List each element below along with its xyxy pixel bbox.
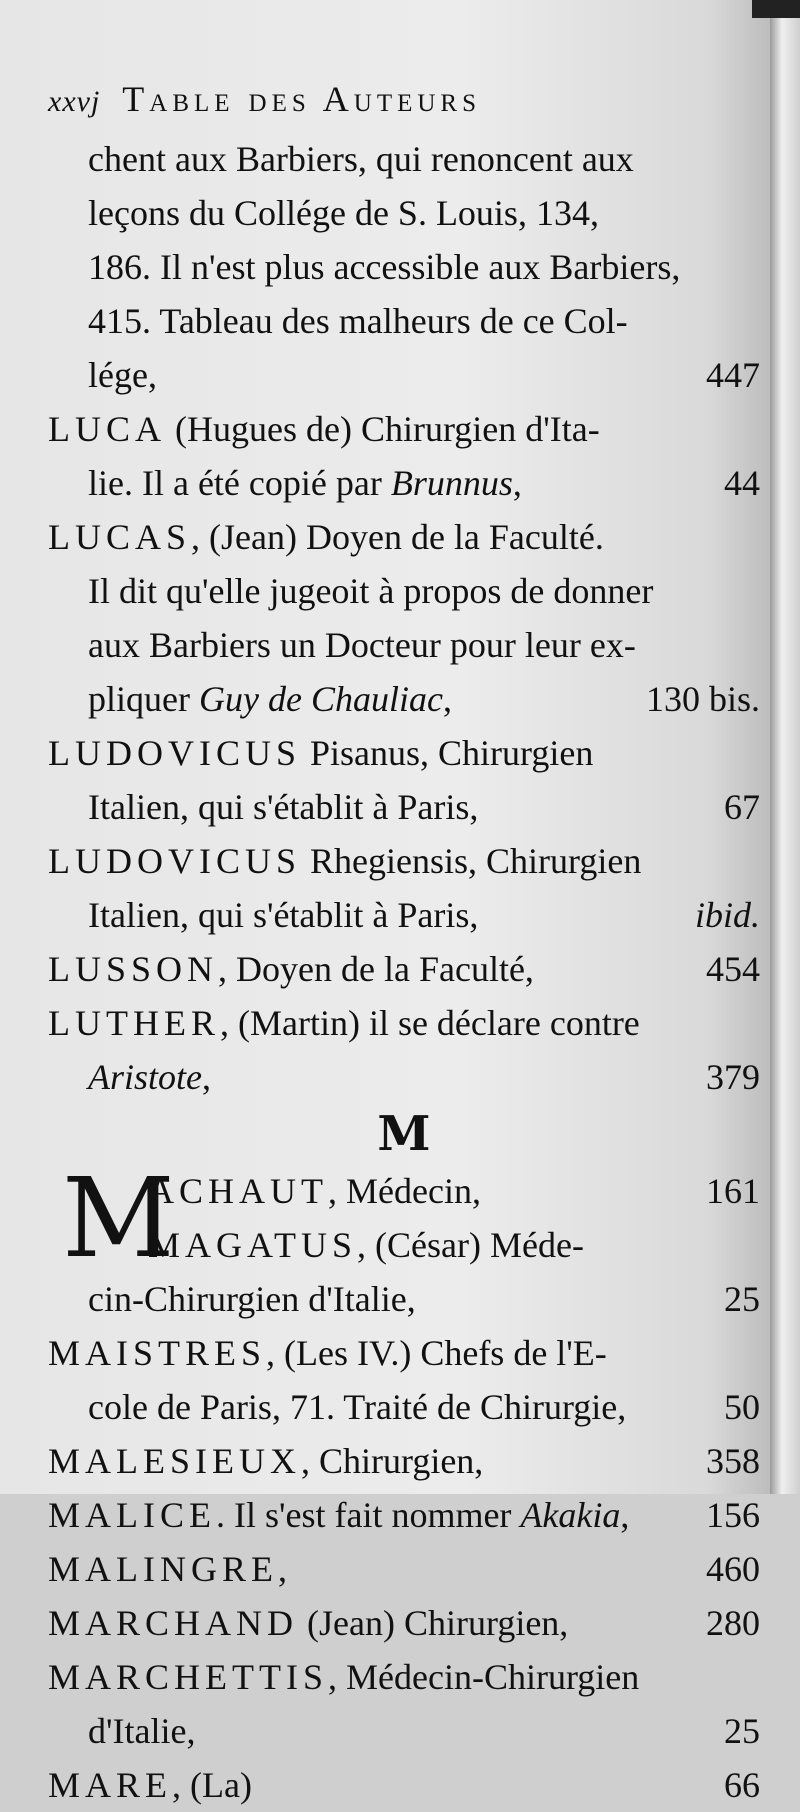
entry-page-number [750, 996, 760, 1050]
entry-text [48, 996, 640, 1050]
entry-line [48, 132, 760, 186]
entry-text [88, 1380, 626, 1434]
entry-body: Il dit qu'elle jugeoit à propos de donner [88, 571, 654, 611]
entry-text [88, 888, 478, 942]
index-entry [48, 510, 760, 726]
index-entry [48, 1650, 760, 1758]
entry-text [48, 510, 604, 564]
entry-text [48, 1434, 483, 1488]
entry-page-number: 379 [706, 1057, 760, 1097]
entry-page-number [750, 1650, 760, 1704]
entry-heading: MALICE [48, 1495, 216, 1535]
entry-line [48, 564, 760, 618]
entry-text [48, 942, 534, 996]
entry-body: , (Les IV.) Chefs de l'E- [266, 1333, 607, 1373]
entry-heading: LUDOVICUS [48, 841, 302, 881]
entry-page-number [750, 1218, 760, 1272]
entry-heading: LUTHER [48, 1003, 220, 1043]
entry-italic: Aristote [88, 1057, 202, 1097]
entry-punct: , [202, 1057, 211, 1097]
entry-text [148, 1164, 481, 1218]
entry-text [48, 1542, 287, 1596]
entry-text [88, 132, 634, 186]
entry-body: chent aux Barbiers, qui renoncent aux [88, 139, 634, 179]
entry-body: , Médecin-Chirurgien [328, 1657, 640, 1697]
entry-body: , Chirurgien, [300, 1441, 484, 1481]
entry-page-number: 156 [706, 1495, 760, 1535]
entry-body: Rhegiensis, Chirurgien [301, 841, 642, 881]
entry-heading: MARCHAND [48, 1603, 299, 1643]
section-letter: M [377, 1106, 431, 1162]
index-entry [48, 1434, 760, 1488]
entry-heading: LUDOVICUS [48, 733, 302, 773]
entry-body: d'Italie, [88, 1711, 196, 1751]
entry-heading: LUCA [48, 409, 166, 449]
entry-body: cin-Chirurgien d'Italie, [88, 1279, 416, 1319]
entry-text [88, 564, 653, 618]
entry-text [88, 1704, 195, 1758]
entry-page-number: 66 [724, 1765, 760, 1805]
entry-page-number: 454 [706, 949, 760, 989]
entry-text [88, 780, 478, 834]
entry-body: , Doyen de la Faculté, [218, 949, 534, 989]
entry-italic: Brunnus [390, 463, 513, 503]
entry-text [88, 294, 628, 348]
entry-page-number [750, 132, 760, 186]
entry-heading: ACHAUT [148, 1171, 328, 1211]
entry-italic: Guy de Chauliac [198, 679, 443, 719]
entry-page-number: 358 [706, 1441, 760, 1481]
entry-page-number [750, 186, 760, 240]
entry-text [88, 672, 452, 726]
page-title: Table des Auteurs [122, 79, 482, 119]
entries-after [48, 1272, 760, 1812]
entry-italic: Akakia [520, 1495, 621, 1535]
entry-line [48, 618, 760, 672]
entry-page-number [750, 618, 760, 672]
entry-line [48, 1650, 760, 1704]
entry-line [48, 456, 760, 510]
page-number: xxvj [48, 85, 101, 118]
entry-heading: MALESIEUX [48, 1441, 301, 1481]
entry-page-number [750, 1326, 760, 1380]
index-entry [48, 1488, 760, 1542]
entry-line [48, 1434, 760, 1488]
entry-page-number: 280 [706, 1603, 760, 1643]
entry-line [48, 1758, 760, 1812]
page-edge-shadow [752, 0, 800, 18]
entry-line [48, 186, 760, 240]
entry-body: leçons du Collége de S. Louis, 134, [88, 193, 599, 233]
entry-text [48, 1488, 629, 1542]
entry-text [48, 1758, 252, 1812]
entry-text [88, 240, 680, 294]
entry-line [48, 1050, 760, 1104]
entry-body: , [277, 1549, 287, 1589]
entry-page-number: ibid. [694, 895, 760, 935]
running-header [48, 78, 760, 132]
entry-text [88, 186, 599, 240]
entry-body: Italien, qui s'établit à Paris, [88, 787, 479, 827]
entry-line [48, 1596, 760, 1650]
entry-body: (Jean) Chirurgien, [298, 1603, 569, 1643]
entry-line [48, 888, 760, 942]
entry-line [48, 1488, 760, 1542]
entry-page-number [750, 726, 760, 780]
entry-body: , (Jean) Doyen de la Faculté. [191, 517, 604, 557]
entry-text [88, 1050, 211, 1104]
entry-text [88, 456, 522, 510]
entries-before [48, 132, 760, 1104]
entry-body: , (Martin) il se déclare contre [219, 1003, 640, 1043]
index-entry [48, 1596, 760, 1650]
entry-line [48, 942, 760, 996]
entry-heading: MARE [48, 1765, 173, 1805]
entry-page-number [750, 564, 760, 618]
entry-heading: MARCHETTIS [48, 1657, 329, 1697]
index-entry [48, 996, 760, 1104]
entry-line [48, 1272, 760, 1326]
entry-line [48, 402, 760, 456]
entry-page-number [750, 402, 760, 456]
entry-line [48, 1542, 760, 1596]
index-entry [48, 1542, 760, 1596]
entry-punct: , [512, 463, 522, 503]
entry-line [48, 1164, 760, 1218]
entry-body: 186. Il n'est plus accessible aux Barbiers, [88, 247, 681, 287]
entry-text [48, 1326, 607, 1380]
entry-line [48, 834, 760, 888]
entry-body: , (César) Méde- [357, 1225, 584, 1265]
entry-page-number [750, 510, 760, 564]
entry-page-number [750, 834, 760, 888]
entry-text [48, 726, 593, 780]
entry-page-number: 44 [724, 463, 760, 503]
entry-page-number [750, 294, 760, 348]
index-entry [48, 834, 760, 942]
entry-punct: , [620, 1495, 630, 1535]
entry-body: aux Barbiers un Docteur pour leur ex- [88, 625, 636, 665]
entry-line [48, 996, 760, 1050]
page-edge [770, 0, 800, 1494]
entry-page-number: 50 [724, 1387, 760, 1427]
entry-text [88, 1272, 416, 1326]
entry-line [48, 1326, 760, 1380]
index-entry [48, 1326, 760, 1434]
entry-heading: LUCAS [48, 517, 192, 557]
entry-line [48, 780, 760, 834]
entry-line [48, 240, 760, 294]
entry-heading: LUSSON [48, 949, 219, 989]
entry-page-number: 67 [724, 787, 760, 827]
entry-line [48, 294, 760, 348]
entry-text [48, 402, 600, 456]
entry-page-number: 25 [724, 1279, 760, 1319]
entry-punct: , [442, 679, 452, 719]
entry-page-number: 130 bis. [645, 679, 760, 719]
entry-body: lie. Il a été copié par [88, 463, 391, 503]
dropcap: M [62, 1154, 175, 1282]
entry-heading: MAISTRES [48, 1333, 267, 1373]
entry-heading: MAGATUS [148, 1225, 358, 1265]
entry-page-number: 161 [706, 1171, 760, 1211]
index-entry [48, 1758, 760, 1812]
entry-page-number [750, 240, 760, 294]
entry-heading: MALINGRE [48, 1549, 278, 1589]
entry-text [48, 1596, 568, 1650]
entry-body: Italien, qui s'établit à Paris, [88, 895, 479, 935]
entry-body: . Il s'est fait nommer [216, 1495, 521, 1535]
index-entry [48, 402, 760, 510]
entry-text [148, 1218, 584, 1272]
index-entry [48, 1272, 760, 1326]
entry-line [48, 726, 760, 780]
entry-line [48, 1380, 760, 1434]
entry-text [88, 348, 157, 402]
index-entry [48, 726, 760, 834]
index-entry [48, 942, 760, 996]
entry-line [48, 510, 760, 564]
dropcap-lines [48, 1154, 760, 1282]
entry-line [48, 672, 760, 726]
entry-line [48, 348, 760, 402]
entry-line [48, 1704, 760, 1758]
entry-page-number: 460 [706, 1549, 760, 1589]
entry-body: 415. Tableau des malheurs de ce Col- [88, 301, 628, 341]
entry-body: , Médecin, [328, 1171, 481, 1211]
entry-page-number: 25 [724, 1711, 760, 1751]
page-content [48, 78, 760, 1812]
index-entry [48, 1154, 760, 1282]
index-entry [48, 132, 760, 402]
entry-body: cole de Paris, 71. Traité de Chirurgie, [88, 1387, 627, 1427]
entry-page-number: 447 [706, 355, 760, 395]
entry-body: lége, [88, 355, 157, 395]
entry-text [48, 1650, 639, 1704]
entry-body: , (La) [172, 1765, 252, 1805]
dropcap-block [48, 1154, 760, 1282]
entry-text [48, 834, 641, 888]
entry-body: (Hugues de) Chirurgien d'Ita- [166, 409, 600, 449]
entry-body: Pisanus, Chirurgien [301, 733, 594, 773]
entry-text [88, 618, 636, 672]
entry-line [48, 1218, 760, 1272]
entry-body: pliquer [88, 679, 199, 719]
